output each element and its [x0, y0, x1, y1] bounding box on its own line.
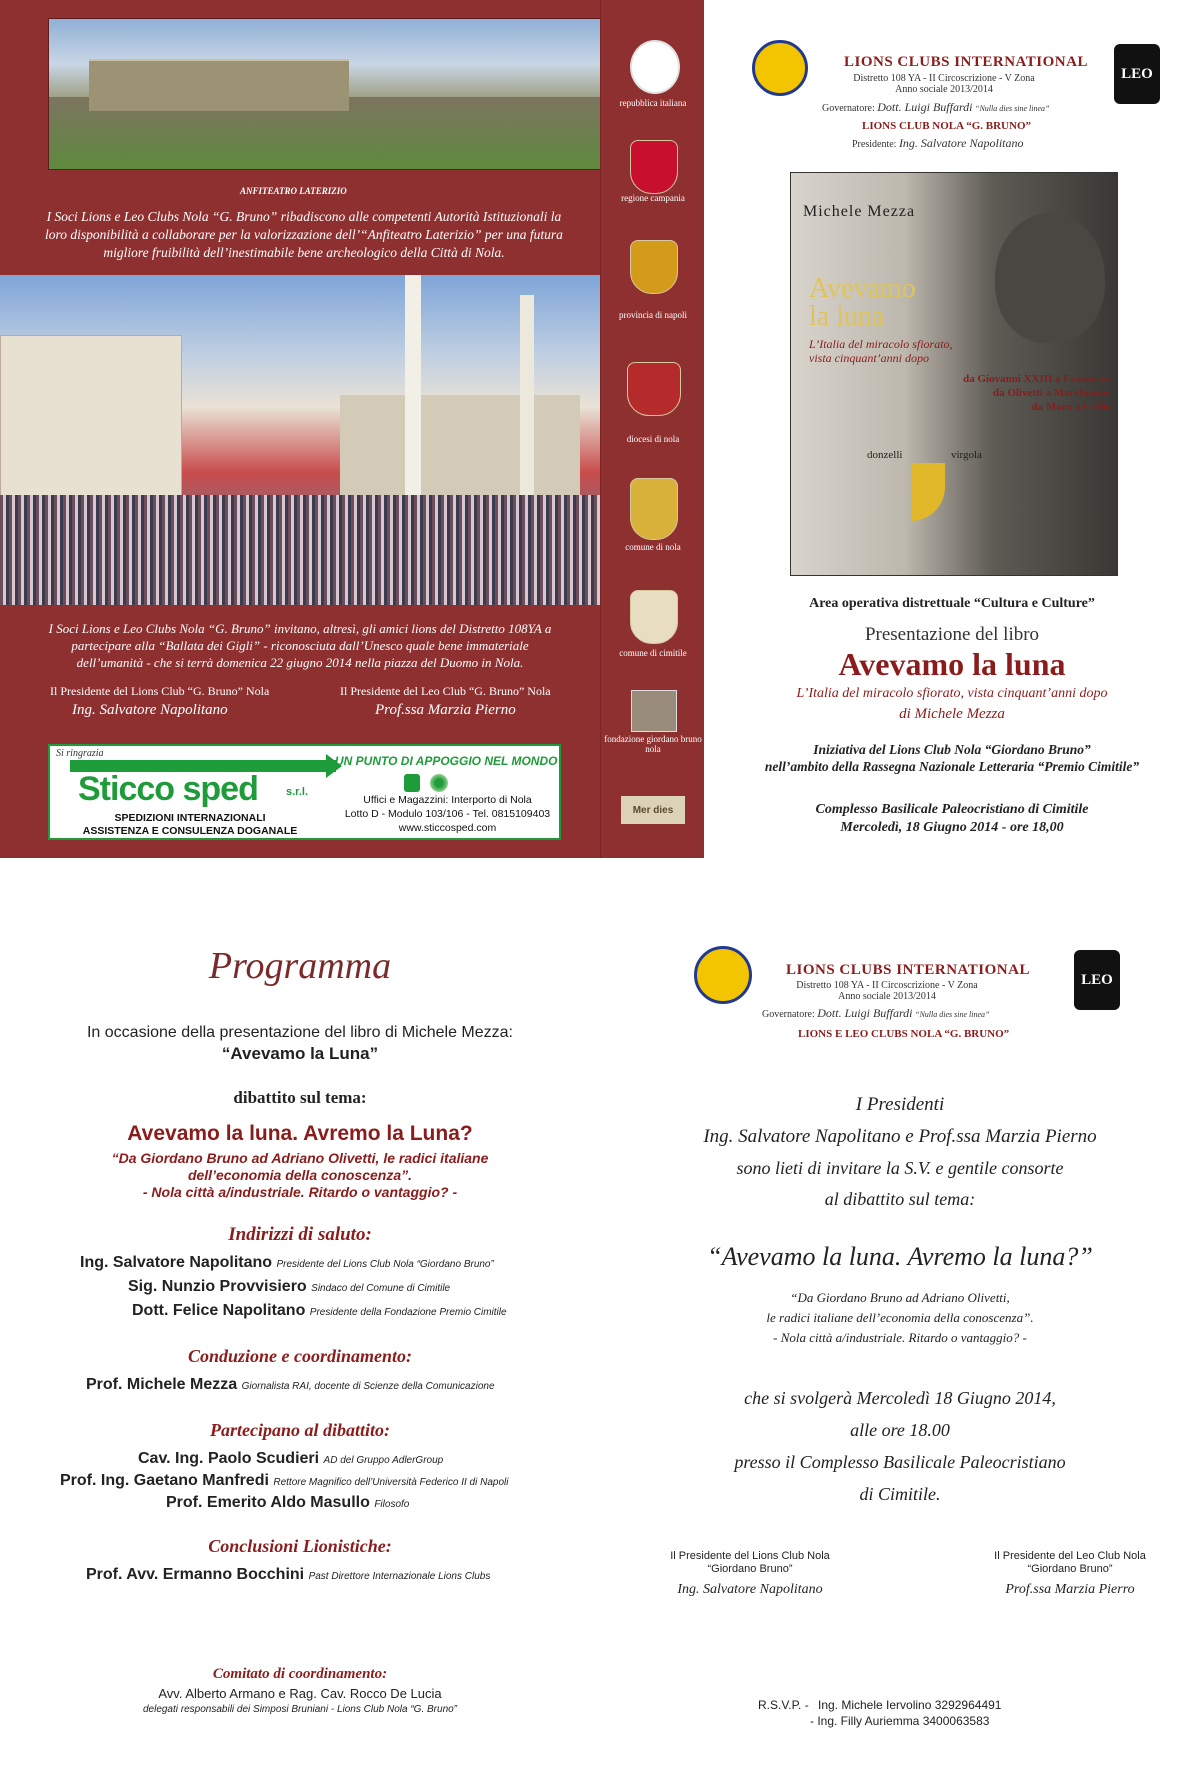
- leo-president-label-2: “Giordano Bruno”: [1027, 1563, 1113, 1575]
- president-line: [852, 136, 1023, 151]
- provincia-napoli-crest-icon: [630, 240, 678, 294]
- programma-heading: Programma: [208, 945, 392, 987]
- greetings-row-3: [132, 1302, 600, 1320]
- sponsor-name: Sticco sped: [78, 770, 258, 808]
- conclusions-row: [86, 1566, 600, 1584]
- theme-sub-2: dell’economia della conoscenza”.: [187, 1167, 413, 1183]
- governor-label: Governatore:: [822, 103, 875, 114]
- governor-name: Dott. Luigi Buffardi: [877, 100, 973, 114]
- invite-line2: Ing. Salvatore Napolitano e Prof.ssa Marzia Pierno: [703, 1126, 1097, 1147]
- giordano-bruno-portrait-icon: [631, 690, 677, 732]
- programma-panel: [0, 858, 600, 1780]
- sponsor-name-suffix: s.r.l.: [286, 786, 309, 798]
- greetings-row-2: [128, 1278, 598, 1296]
- greeting-role: Presidente del Lions Club Nola “Giordano Bruno”: [276, 1259, 494, 1270]
- panel-heading: Partecipano al dibattito:: [210, 1420, 390, 1440]
- lions-logo-icon: [694, 946, 752, 1004]
- sponsor-thanks: Si ringrazia: [56, 748, 104, 759]
- meridies-logo: Mer dies: [621, 796, 685, 824]
- debate-label: dibattito sul tema:: [233, 1088, 367, 1107]
- gigli-photo: [0, 275, 600, 605]
- invite-date-line2: alle ore 18.00: [850, 1420, 950, 1440]
- sponsor-line2: ASSISTENZA E CONSULENZA DOGANALE: [82, 825, 298, 837]
- book-title-line2: la luna: [809, 301, 885, 332]
- institution-strip: [600, 0, 705, 858]
- lions-president-label: Il Presidente del Lions Club Nola: [670, 1550, 830, 1562]
- club-name: LIONS CLUB NOLA “G. BRUNO”: [862, 120, 1032, 132]
- top-left-panel: [0, 0, 600, 858]
- invite-sub3: - Nola città a/industriale. Ritardo o vantaggio? -: [773, 1330, 1027, 1345]
- greeting-name: Sig. Nunzio Provvisiero: [128, 1278, 307, 1295]
- invite-date-line3: presso il Complesso Basilicale Paleocristiano: [734, 1452, 1066, 1472]
- invite-line1: I Presidenti: [855, 1094, 945, 1115]
- greeting-role: Presidente della Fondazione Premio Cimitile: [309, 1307, 507, 1318]
- programma-intro: In occasione della presentazione del libro di Michele Mezza:: [86, 1024, 513, 1041]
- conduction-heading: Conduzione e coordinamento:: [187, 1346, 413, 1366]
- panel-row-3: [166, 1494, 600, 1512]
- book-tagline-1: da Giovanni XXIII a Francesco: [963, 373, 1111, 385]
- book-subtitle-line2: vista cinquant’anni dopo: [809, 351, 929, 365]
- sponsor-address1: Uffici e Magazzini: Interporto di Nola: [363, 794, 532, 806]
- programma-book: “Avevamo la Luna”: [221, 1044, 379, 1063]
- theme-sub-1: “Da Giordano Bruno ad Adriano Olivetti, le radici italiane: [111, 1150, 489, 1166]
- initiative-line2: nell’ambito della Rassegna Nazionale Letteraria “Premio Cimitile”: [764, 759, 1140, 774]
- invite-date-line1: che si svolgerà Mercoledì 18 Giugno 2014,: [744, 1388, 1056, 1408]
- panel-name: Prof. Emerito Aldo Masullo: [166, 1494, 370, 1511]
- lions-logo-icon: [752, 40, 808, 96]
- book-series: virgola: [951, 449, 982, 461]
- greeting-name: Ing. Salvatore Napolitano: [80, 1254, 273, 1271]
- lions-president-signature: Ing. Salvatore Napolitano: [677, 1582, 823, 1597]
- theme-sub-3: - Nola città a/industriale. Ritardo o vantaggio? -: [142, 1184, 458, 1200]
- invite-line3: sono lieti di invitare la S.V. e gentile consorte: [736, 1158, 1064, 1178]
- lions-president-label: Il Presidente del Lions Club “G. Bruno” Nola: [50, 684, 270, 698]
- invite-date-line4: di Cimitile.: [859, 1484, 941, 1504]
- strip-label-diocesi: diocesi di nola: [626, 434, 680, 444]
- district-line: Distretto 108 YA - II Circoscrizione - V Zona: [796, 980, 978, 991]
- lions-president-label-2: “Giordano Bruno”: [707, 1563, 793, 1575]
- strip-label-repubblica: repubblica italiana: [619, 98, 687, 108]
- leo-president-signature: Prof.ssa Marzia Pierro: [1005, 1582, 1135, 1597]
- book-author: Michele Mezza: [803, 203, 916, 220]
- panel-role: Filosofo: [374, 1499, 410, 1510]
- greetings-row-1: [80, 1254, 600, 1272]
- rsvp-contact-2: - Ing. Filly Auriemma 3400063583: [810, 1714, 990, 1728]
- lions-president-signature: Ing. Salvatore Napolitano: [72, 702, 228, 718]
- top-right-panel: [704, 0, 1200, 858]
- year-line: Anno sociale 2013/2014: [838, 991, 936, 1002]
- committee-role: delegati responsabili dei Simposi Bruniani - Lions Club Nola “G. Bruno”: [142, 1704, 458, 1715]
- sponsor-box: [48, 744, 561, 840]
- venue: Complesso Basilicale Paleocristiano di Cimitile: [815, 802, 1089, 817]
- greetings-heading: Indirizzi di saluto:: [228, 1224, 372, 1245]
- lions-title: LIONS CLUBS INTERNATIONAL: [786, 962, 1030, 978]
- committee-heading: Comitato di coordinamento:: [212, 1666, 388, 1682]
- club-name: LIONS E LEO CLUBS NOLA “G. BRUNO”: [798, 1028, 1010, 1040]
- conclusions-role: Past Direttore Internazionale Lions Clubs: [308, 1571, 491, 1582]
- regione-campania-crest-icon: [630, 140, 678, 194]
- sponsor-website: www.sticcosped.com: [398, 822, 497, 834]
- book-title-line1: Avevamo: [809, 273, 916, 304]
- conduction-row: [86, 1376, 600, 1394]
- governor-line: [822, 100, 1049, 115]
- district-line: Distretto 108 YA - II Circoscrizione - V Zona: [853, 73, 1035, 84]
- conduction-role: Giornalista RAI, docente di Scienze della Comunicazione: [241, 1381, 495, 1392]
- sponsor-logo-icon: [404, 774, 420, 792]
- book-byline: di Michele Mezza: [899, 706, 1005, 722]
- rsvp-contact-1: Ing. Michele Iervolino 3292964491: [818, 1698, 1002, 1712]
- repubblica-emblem-icon: [630, 40, 680, 94]
- rsvp-label: R.S.V.P. -: [758, 1698, 809, 1712]
- comune-cimitile-crest-icon: [630, 590, 678, 644]
- leo-president-signature: Prof.ssa Marzia Pierno: [375, 702, 516, 718]
- panel-row-1: [138, 1450, 600, 1468]
- presentation-label: Presentazione del libro: [864, 624, 1040, 645]
- conclusions-heading: Conclusioni Lionistiche:: [208, 1536, 392, 1556]
- panel-role: Rettore Magnifico dell’Università Federico II di Napoli: [273, 1477, 509, 1488]
- amphitheatre-photo: [48, 18, 602, 170]
- strip-label-comune-nola: comune di nola: [625, 542, 681, 552]
- book-subtitle: L’Italia del miracolo sfiorato, vista cinquant’anni dopo: [796, 686, 1108, 701]
- governor-motto: “Nulla dies sine linea”: [975, 104, 1050, 113]
- invite-sub2: le radici italiane dell’economia della conoscenza”.: [766, 1310, 1034, 1325]
- invite-sub1: “Da Giordano Bruno ad Adriano Olivetti,: [790, 1290, 1010, 1305]
- amphitheatre-text: I Soci Lions e Leo Clubs Nola “G. Bruno” ribadiscono alle competenti Autorità Istituzionali la loro disponibilità a collaborare per la valorizzazione dell’“Anfiteatro Laterizio” per una futura migliore fruibilità dell’inestimabile bene archeologico della Città di Nola.: [45, 209, 563, 260]
- governor-name: Dott. Luigi Buffardi: [817, 1006, 913, 1020]
- book-title: Avevamo la luna: [838, 646, 1066, 682]
- strip-label-cimitile: comune di cimitile: [619, 648, 687, 658]
- comune-nola-crest-icon: [630, 478, 678, 540]
- panel-name: Cav. Ing. Paolo Scudieri: [138, 1450, 320, 1467]
- greeting-name: Dott. Felice Napolitano: [132, 1302, 306, 1319]
- area-label: Area operativa distrettuale “Cultura e Culture”: [809, 596, 1095, 611]
- governor-motto: “Nulla dies sine linea”: [915, 1010, 990, 1019]
- conduction-name: Prof. Michele Mezza: [86, 1376, 238, 1393]
- book-publisher: donzelli: [867, 449, 903, 461]
- committee-names: Avv. Alberto Armano e Rag. Cav. Rocco De Lucia: [158, 1686, 442, 1701]
- gigli-text: I Soci Lions e Leo Clubs Nola “G. Bruno” invitano, altresì, gli amici lions del Distretto 108YA a partecipare alla “Ballata dei Gigli” - riconosciuta dall’Unesco quale bene immateriale dell’umanità - che si terrà domenica 22 giugno 2014 nella piazza del Duomo in Nola.: [48, 621, 552, 670]
- book-tagline-2: da Olivetti a Marchionne: [992, 387, 1111, 399]
- panel-name: Prof. Ing. Gaetano Manfredi: [60, 1472, 269, 1489]
- book-tagline-3: da Moro a Grillo: [1031, 401, 1111, 413]
- governor-line: [762, 1006, 989, 1021]
- book-cover: [790, 172, 1118, 576]
- president-label: Presidente:: [852, 139, 897, 150]
- invite-theme: “Avevamo la luna. Avremo la luna?”: [707, 1242, 1093, 1271]
- comma-logo-icon: [911, 463, 945, 521]
- globe-icon: [430, 774, 448, 792]
- president-name: Ing. Salvatore Napolitano: [898, 136, 1024, 150]
- debate-theme: Avevamo la luna. Avremo la Luna?: [127, 1122, 473, 1145]
- leo-logo-icon: LEO: [1074, 950, 1120, 1010]
- diocesi-crest-icon: [627, 362, 681, 416]
- strip-label-provincia: provincia di napoli: [619, 310, 687, 320]
- leo-president-label: Il Presidente del Leo Club Nola: [994, 1550, 1146, 1562]
- panel-role: AD del Gruppo AdlerGroup: [323, 1455, 444, 1466]
- greeting-role: Sindaco del Comune di Cimitile: [311, 1283, 451, 1294]
- strip-label-fondazione: fondazione giordano bruno nola: [604, 734, 702, 754]
- strip-label-regione: regione campania: [621, 193, 685, 203]
- invitation-panel: [600, 858, 1200, 1780]
- invite-line4: al dibattito sul tema:: [824, 1189, 976, 1209]
- sponsor-line1: SPEDIZIONI INTERNAZIONALI: [114, 812, 266, 824]
- sponsor-address2: Lotto D - Modulo 103/106 - Tel. 0815109403: [344, 808, 551, 820]
- leo-president-label: Il Presidente del Leo Club “G. Bruno” Nola: [340, 684, 551, 698]
- amphitheatre-caption: ANFITEATRO LATERIZIO: [240, 186, 347, 196]
- initiative-line1: Iniziativa del Lions Club Nola “Giordano Bruno”: [813, 742, 1091, 757]
- sponsor-slogan: UN PUNTO DI APPOGGIO NEL MONDO: [335, 754, 558, 768]
- author-photo: [995, 213, 1105, 343]
- panel-row-2: [60, 1472, 600, 1490]
- year-line: Anno sociale 2013/2014: [895, 84, 993, 95]
- governor-label: Governatore:: [762, 1009, 815, 1020]
- conclusions-name: Prof. Avv. Ermanno Bocchini: [86, 1566, 305, 1583]
- book-subtitle-line1: L’Italia del miracolo sfiorato,: [809, 337, 953, 351]
- lions-title: LIONS CLUBS INTERNATIONAL: [844, 54, 1088, 70]
- event-date: Mercoledì, 18 Giugno 2014 - ore 18,00: [840, 820, 1064, 835]
- leo-logo-icon: LEO: [1114, 44, 1160, 104]
